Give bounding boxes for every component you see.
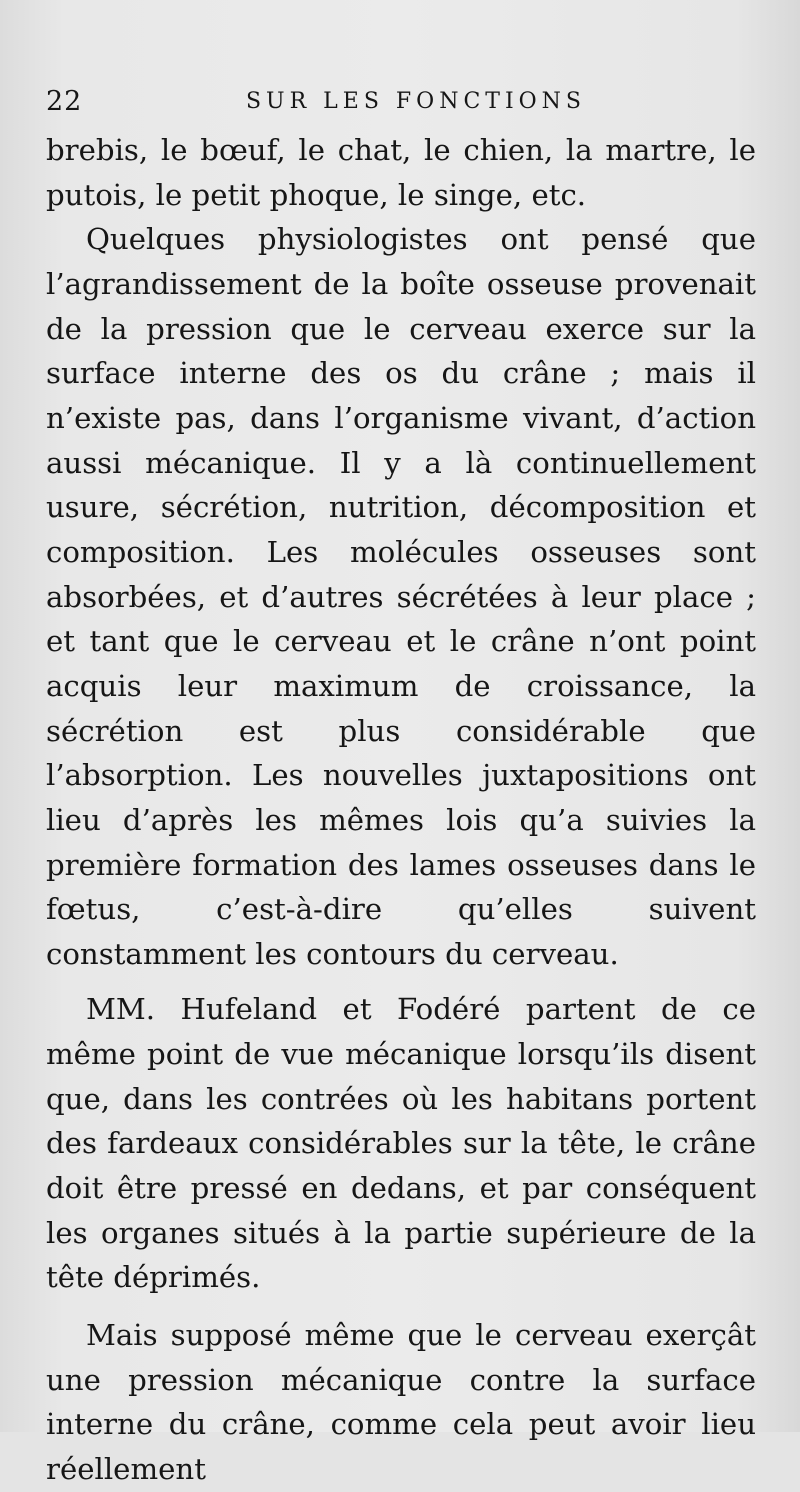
page-header bbox=[46, 86, 760, 120]
page-number: 22 bbox=[46, 86, 83, 117]
paragraph-physiologists: Quelques physiologistes ont pensé que l’agrandissement de la boîte osseuse provenait de la pression que le cerveau exerce sur la surface interne des os du crâne ; mais il n’existe pas, dans l’organisme vivant, d’action aussi mécanique. Il y a là continuellement usure, sécrétion, nutrition, décomposition et composition. Les molécules osseuses sont absorbées, et d’autres sécrétées à leur place ; et tant que le cerveau et le crâne n’ont point acquis leur maximum de croissance, la sécrétion est plus considérable que l’absorption. Les nouvelles juxtapositions ont lieu d’après les mêmes lois qu’a suivies la première formation des lames osseuses dans le fœtus, c’est-à-dire qu’elles suivent constamment les contours du cerveau. bbox=[46, 222, 756, 971]
paragraph-hufeland-fodere: MM. Hufeland et Fodéré partent de ce même point de vue mécanique lorsqu’ils disent que, dans les contrées où les habitans portent des fardeaux considérables sur la tête, le crâne doit être pressé en dedans, et par conséquent les organes situés à la partie supérieure de la tête déprimés. bbox=[46, 992, 756, 1295]
body-text bbox=[46, 128, 756, 1492]
paragraph-continuation: brebis, le bœuf, le chat, le chien, la martre, le putois, le petit phoque, le singe, etc. bbox=[46, 133, 756, 212]
running-head: SUR LES FONCTIONS bbox=[245, 89, 586, 114]
paragraph-mechanical-pressure: Mais supposé même que le cerveau exerçât une pression mécanique contre la surface interne du crâne, comme cela peut avoir lieu réellement bbox=[46, 1318, 756, 1487]
